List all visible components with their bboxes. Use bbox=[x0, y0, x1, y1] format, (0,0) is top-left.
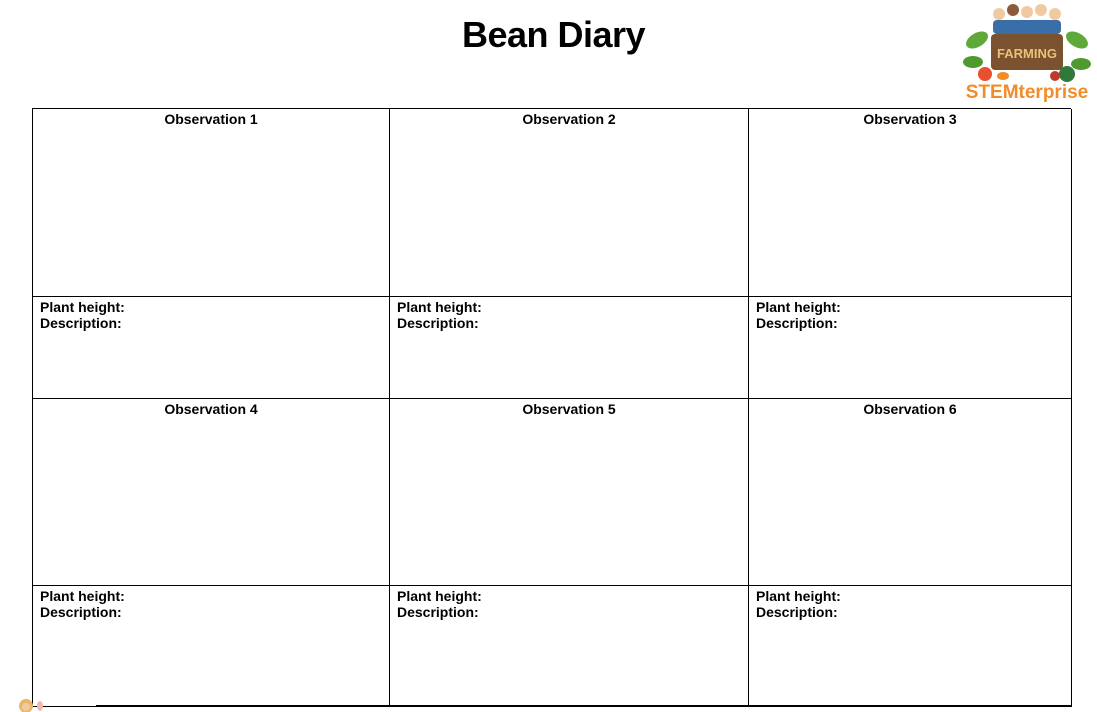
observation-1-box bbox=[33, 109, 390, 297]
description-label: Description: bbox=[397, 604, 479, 620]
observation-label: Observation 1 bbox=[164, 111, 258, 127]
observation-3-info bbox=[749, 297, 1072, 399]
observation-6-info bbox=[749, 586, 1072, 707]
footer-divider bbox=[96, 705, 1072, 706]
plant-height-label: Plant height: bbox=[40, 588, 125, 604]
logo-bottom-text: STEMterprise bbox=[965, 82, 1089, 103]
footer-character-icon bbox=[14, 694, 50, 712]
plant-height-label: Plant height: bbox=[756, 588, 841, 604]
observation-label: Observation 5 bbox=[522, 401, 616, 417]
farming-stemterprise-logo bbox=[955, 0, 1097, 104]
observation-4-box bbox=[33, 399, 390, 586]
description-label: Description: bbox=[756, 604, 838, 620]
observation-label: Observation 6 bbox=[863, 401, 957, 417]
observation-4-info bbox=[33, 586, 390, 707]
observation-1-info bbox=[33, 297, 390, 399]
description-label: Description: bbox=[756, 315, 838, 331]
logo-top-text: FARMING bbox=[997, 46, 1057, 61]
observation-label: Observation 4 bbox=[164, 401, 258, 417]
observation-6-box bbox=[749, 399, 1072, 586]
observation-label: Observation 2 bbox=[522, 111, 616, 127]
observation-grid bbox=[32, 108, 1071, 706]
page-title: Bean Diary bbox=[461, 14, 646, 55]
observation-5-info bbox=[390, 586, 749, 707]
plant-height-label: Plant height: bbox=[40, 299, 125, 315]
description-label: Description: bbox=[40, 604, 122, 620]
observation-2-box bbox=[390, 109, 749, 297]
observation-5-box bbox=[390, 399, 749, 586]
observation-2-info bbox=[390, 297, 749, 399]
description-label: Description: bbox=[40, 315, 122, 331]
observation-label: Observation 3 bbox=[863, 111, 957, 127]
plant-height-label: Plant height: bbox=[756, 299, 841, 315]
description-label: Description: bbox=[397, 315, 479, 331]
observation-3-box bbox=[749, 109, 1072, 297]
plant-height-label: Plant height: bbox=[397, 588, 482, 604]
plant-height-label: Plant height: bbox=[397, 299, 482, 315]
